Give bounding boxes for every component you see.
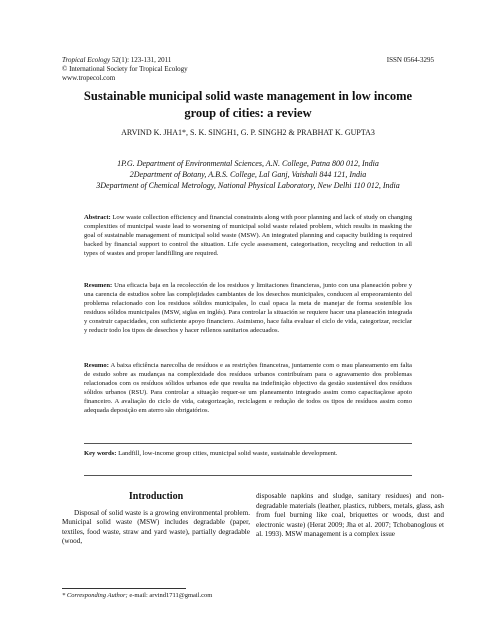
affiliation-3: 3Department of Chemical Metrology, National Physical Laboratory, New Delhi 110 012, India [96, 181, 400, 190]
intro-paragraph-left: Disposal of solid waste is a growing environmental problem. Municipal solid waste (MSW) includes degradable (paper, textiles, food waste, straw and yard waste), partially degradable (wood, [62, 508, 250, 546]
title-line-1: Sustainable municipal solid waste management in low income [83, 89, 413, 103]
resumo-text: A baixa eficiência narecolha de resíduos e as restrições financeiras, juntamente com o mau planeamento em falta de estudo sobre as mudanças na complexidade dos resíduos urbanos contribuíram para o agravamento dos problemas relacionados com os resíduos sólidos urbanos ede que resulta na indefinição objectivo da gestão sustentável dos resíduos sólidos urbanos (RSU). Para controlar a situação requer-se um planeamento integrado assim como capacitaçãose apoio financeiro. A avaliação do ciclo de vida, categorização, reciclagem e redução de todos os tipos de resíduos assim como adequada deposição em aterro são obrigatórios. [84, 362, 412, 414]
resumen-label: Resumen: [84, 282, 113, 289]
abstract-spanish [84, 282, 412, 335]
footnote-corresponding: * Corresponding Author; [62, 592, 128, 599]
divider [84, 443, 412, 444]
footnote-email[interactable]: e-mail: arvind1711@gmail.com [129, 592, 213, 599]
footnote [62, 592, 212, 599]
introduction-heading: Introduction [128, 491, 184, 502]
footnote-rule [62, 588, 186, 589]
abstract-english [84, 214, 412, 259]
journal-reference: 52(1): 123-131, 2011 [111, 56, 172, 64]
resumo-label: Resumo: [84, 362, 109, 369]
keywords [84, 450, 412, 459]
journal-name: Tropical Ecology 52(1): 123-131, 2011 [62, 56, 172, 64]
keywords-label: Key words: [84, 450, 117, 457]
resumen-text: Una eficacia baja en la recolección de los residuos y limitaciones financieras, junto con una planeación pobre y una carencia de estudios sobre las complejidades cambiantes de los desechos municipales, conducen al empeoramiento del problema relacionado con los residuos sólidos municipales, lo cual opaca la meta de manejar de forma sostenible los residuos sólidos municipales (MSW, siglas en inglés). Para controlar la situación se requiere hacer una planeación integrada y construir capacidades, con suficiente apoyo financiero. Asimismo, hace falta evaluar el ciclo de vida, categorizar, reciclar y reducir todo los tipos de desechos y hacer rellenos sanitarios adecuados. [84, 282, 412, 334]
left-column [62, 492, 250, 547]
authors-line: ARVIND K. JHA1*, S. K. SINGH1, G. P. SINGH2 & PRABHAT K. GUPTA3 [121, 128, 375, 137]
affiliation-2: 2Department of Botany, A.B.S. College, Lal Ganj, Vaishali 844 121, India [129, 170, 367, 179]
divider [84, 475, 412, 476]
title-line-2: group of cities: a review [184, 106, 312, 120]
society-line: © International Society for Tropical Ecology [62, 65, 188, 73]
paper-title [62, 88, 434, 122]
affiliation-1: 1P.G. Department of Environmental Sciences, A.N. College, Patna 800 012, India [117, 159, 379, 168]
abstract-label: Abstract: [84, 214, 111, 221]
intro-paragraph-right: disposable napkins and sludge, sanitary residues) and non-degradable materials (leather, plastics, rubbers, metals, glass, ash from fuel burning like coal, briquettes or woods, dust and electronic waste) (Herat 2009; Jha et al. 2007; Tchobanoglous et al. 1993). MSW management is a complex issue [256, 492, 444, 539]
issn: ISSN 0564-3295 [386, 56, 434, 64]
journal-url[interactable]: www.tropecol.com [62, 74, 116, 82]
abstract-text: Low waste collection efficiency and financial constraints along with poor planning and lack of study on changing complexities of municipal waste lead to worsening of municipal solid waste related problem, which results in masking the goal of sustainable management of municipal solid waste (MSW). An integrated planning and capacity building is required backed by financial support to control the situation. Life cycle assessment, categorisation, recycling and reduction in all types of wastes and proper landfilling are required. [84, 214, 412, 257]
abstract-portuguese [84, 362, 412, 415]
affiliations [40, 158, 456, 191]
right-column [256, 492, 444, 540]
journal-header [62, 56, 434, 83]
keywords-text: Landfill, low-income group cities, municipal solid waste, sustainable development. [118, 450, 338, 457]
